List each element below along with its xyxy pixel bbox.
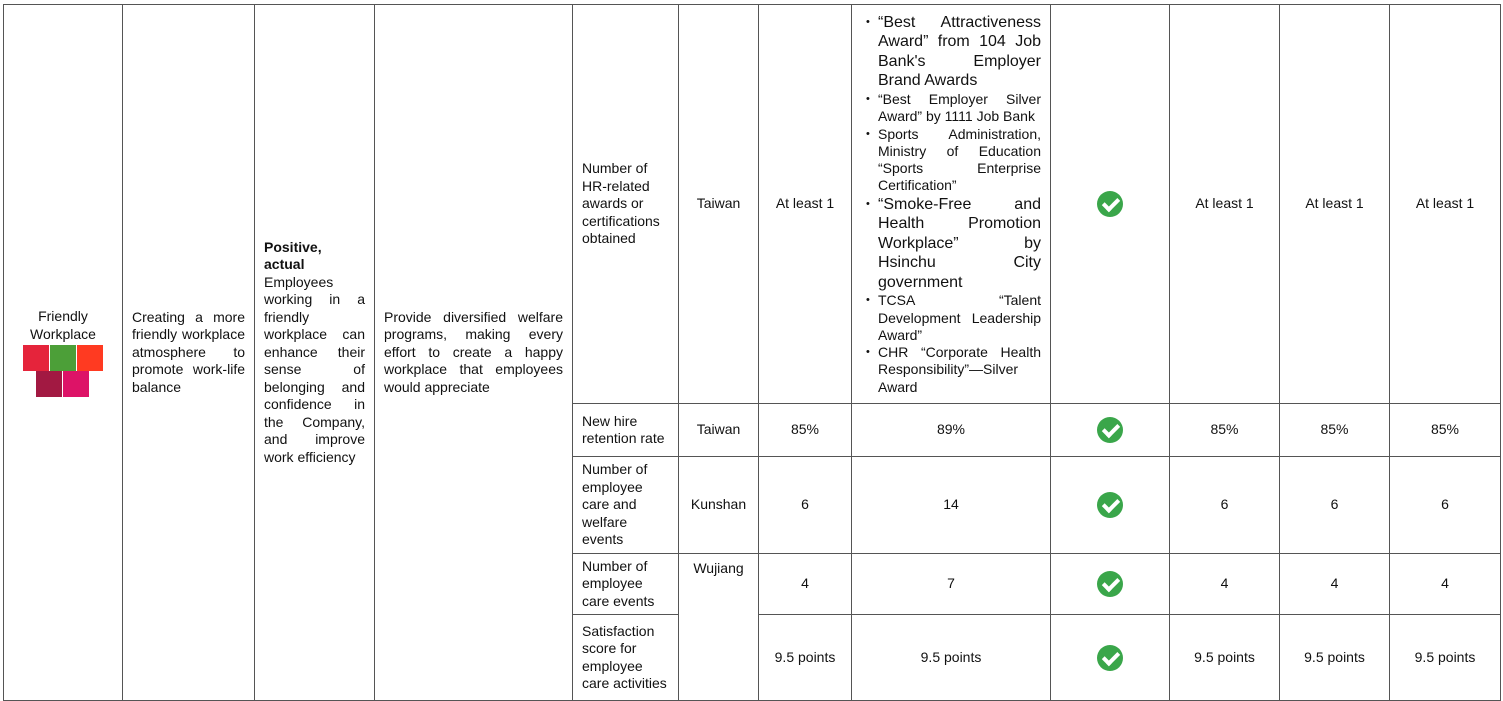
sdg-1-icon bbox=[23, 345, 49, 371]
result-cell: 7 bbox=[852, 553, 1051, 615]
target-cell: 6 bbox=[1390, 457, 1501, 554]
target-cell: At least 1 bbox=[1390, 5, 1501, 404]
target-cell: At least 1 bbox=[759, 5, 852, 404]
awards-list bbox=[866, 13, 1041, 396]
list-item: • CHR “Corporate Health Responsibility”—Silver Award bbox=[866, 344, 1041, 396]
category-label: Friendly Workplace bbox=[30, 308, 96, 342]
check-circle-icon bbox=[1097, 492, 1123, 518]
sdg-10-icon bbox=[63, 371, 89, 397]
target-cell: 9.5 points bbox=[759, 615, 852, 701]
target-cell: 85% bbox=[759, 404, 852, 457]
target-cell: 85% bbox=[1170, 404, 1280, 457]
list-item: • “Best Attractiveness Award” from 104 Job Bank's Employer Brand Awards bbox=[866, 13, 1041, 91]
site-cell: Kunshan bbox=[679, 457, 759, 554]
site-cell: Wujiang bbox=[679, 553, 759, 701]
table-row bbox=[4, 5, 1501, 404]
impact-heading: Positive, actual bbox=[264, 238, 322, 273]
impact-cell bbox=[255, 5, 375, 701]
target-cell: 6 bbox=[1280, 457, 1390, 554]
check-circle-icon bbox=[1097, 571, 1123, 597]
result-cell: 14 bbox=[852, 457, 1051, 554]
result-cell: 89% bbox=[852, 404, 1051, 457]
status-cell bbox=[1051, 5, 1170, 404]
check-circle-icon bbox=[1097, 645, 1123, 671]
status-cell bbox=[1051, 457, 1170, 554]
target-cell: At least 1 bbox=[1170, 5, 1280, 404]
indicator-cell: Number of employee care and welfare events bbox=[573, 457, 679, 554]
sdg-5-icon bbox=[77, 345, 103, 371]
status-cell bbox=[1051, 615, 1170, 701]
indicator-cell: New hire retention rate bbox=[573, 404, 679, 457]
target-cell: 4 bbox=[1170, 553, 1280, 615]
list-item: • Sports Administration, Ministry of Education “Sports Enterprise Certification” bbox=[866, 126, 1041, 195]
target-cell: 6 bbox=[759, 457, 852, 554]
target-cell: 9.5 points bbox=[1280, 615, 1390, 701]
target-cell: 9.5 points bbox=[1390, 615, 1501, 701]
result-cell bbox=[852, 5, 1051, 404]
target-cell: 4 bbox=[759, 553, 852, 615]
indicator-cell: Satisfaction score for employee care activities bbox=[573, 615, 679, 701]
kpi-table bbox=[3, 4, 1501, 701]
check-circle-icon bbox=[1097, 417, 1123, 443]
site-cell: Taiwan bbox=[679, 5, 759, 404]
indicator-cell: Number of employee care events bbox=[573, 553, 679, 615]
target-cell: At least 1 bbox=[1280, 5, 1390, 404]
target-cell: 4 bbox=[1390, 553, 1501, 615]
target-cell: 9.5 points bbox=[1170, 615, 1280, 701]
target-cell: 85% bbox=[1280, 404, 1390, 457]
target-cell: 85% bbox=[1390, 404, 1501, 457]
status-cell bbox=[1051, 553, 1170, 615]
impact-text: Employees working in a friendly workplace can enhance their sense of belonging and confidence in the Company, and improve work efficiency bbox=[264, 273, 365, 465]
status-cell bbox=[1051, 404, 1170, 457]
sdg-goal-icons bbox=[21, 345, 105, 397]
check-circle-icon bbox=[1097, 191, 1123, 217]
list-item: • “Best Employer Silver Award” by 1111 Job Bank bbox=[866, 91, 1041, 126]
indicator-cell: Number of HR-related awards or certifications obtained bbox=[573, 5, 679, 404]
sdg-3-icon bbox=[50, 345, 76, 371]
objective-cell: Creating a more friendly workplace atmosphere to promote work-life balance bbox=[123, 5, 255, 701]
list-item: • “Smoke-Free and Health Promotion Workplace” by Hsinchu City government bbox=[866, 195, 1041, 293]
category-cell bbox=[4, 5, 123, 701]
action-cell: Provide diversified welfare programs, making every effort to create a happy workplace that employees would appreciate bbox=[375, 5, 573, 701]
site-cell: Taiwan bbox=[679, 404, 759, 457]
target-cell: 4 bbox=[1280, 553, 1390, 615]
list-item: • TCSA “Talent Development Leadership Award” bbox=[866, 292, 1041, 344]
sdg-8-icon bbox=[36, 371, 62, 397]
result-cell: 9.5 points bbox=[852, 615, 1051, 701]
target-cell: 6 bbox=[1170, 457, 1280, 554]
